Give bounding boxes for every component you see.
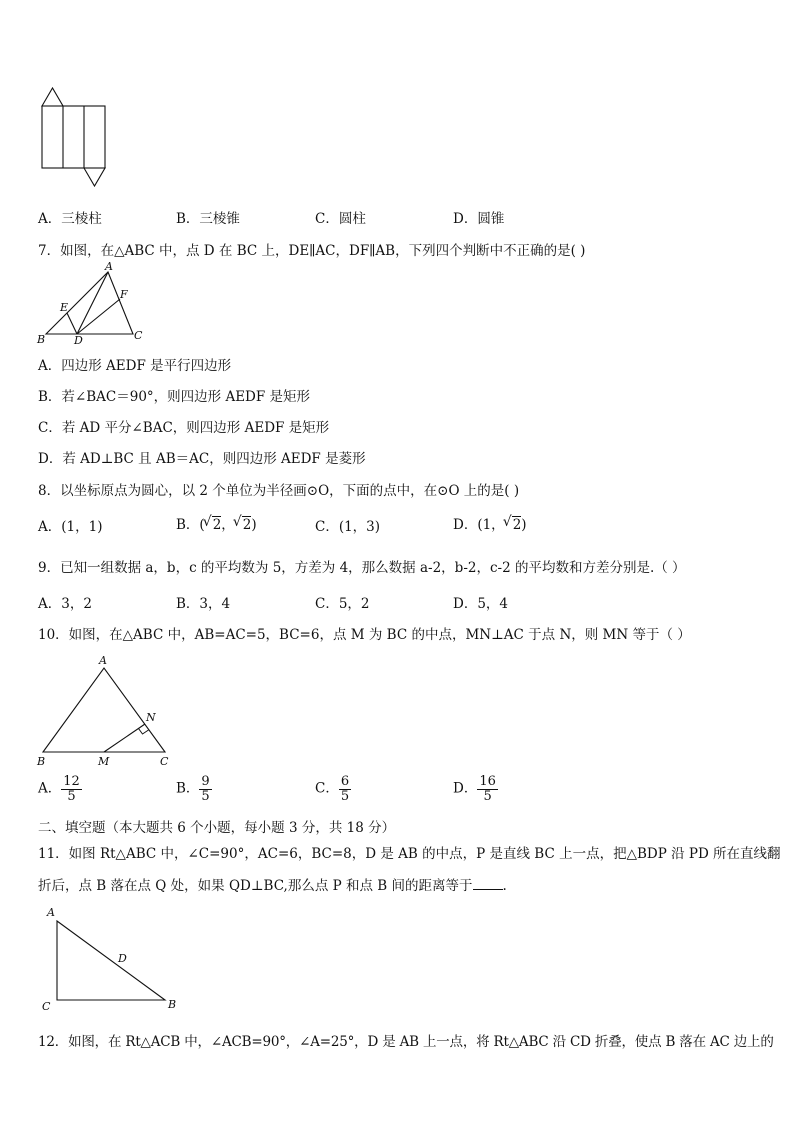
q7-option-b: B．若∠BAC＝90°，则四边形 AEDF 是矩形 (38, 389, 311, 405)
net-bottom-triangle (84, 168, 105, 186)
q6-option-a: A．三棱柱 (38, 211, 102, 227)
q7-option-c: C．若 AD 平分∠BAC，则四边形 AEDF 是矩形 (38, 420, 330, 436)
q12-stem-line1: 12．如图，在 Rt△ACB 中，∠ACB=90°，∠A=25°，D 是 AB 上一点，将 Rt△ABC 沿 CD 折叠，使点 B 落在 AC 边上的 (38, 1034, 774, 1050)
section-heading: 二、填空题（本大题共 6 个小题，每小题 3 分，共 18 分） (38, 820, 396, 836)
q9-option-d: D．5，4 (453, 596, 509, 612)
q11-label-a: A (47, 906, 55, 919)
q7-segment-de (67, 313, 77, 334)
answer-blank (473, 877, 503, 890)
q9-option-a: A．3，2 (38, 596, 92, 612)
q7-label-c: C (134, 329, 143, 342)
q7-label-f: F (120, 288, 128, 301)
q7-option-a: A．四边形 AEDF 是平行四边形 (38, 358, 232, 374)
q10-triangle-abc (43, 668, 165, 752)
q8-stem: 8．以坐标原点为圆心，以 2 个单位为半径画⊙O，下面的点中，在⊙O 上的是( ) (38, 483, 520, 499)
q10-label-a: A (99, 654, 107, 667)
q8-option-d: D．(1，√ 2) (453, 513, 527, 533)
q7-segment-ad (77, 272, 108, 334)
q9-stem: 9．已知一组数据 a，b，c 的平均数为 5，方差为 4，那么数据 a-2，b-2，c-2 的平均数和方差分别是.（ ） (38, 560, 686, 576)
q7-label-a: A (105, 260, 113, 273)
q8-option-a: A．(1，1) (38, 519, 103, 535)
fraction: $\frac{16}{5}$ (479, 774, 496, 804)
net-top-triangle (42, 88, 63, 106)
q7-label-e: E (60, 301, 69, 314)
q11-label-c: C (42, 1000, 51, 1013)
q8-option-b: B．(√ 2，√ 2) (176, 513, 257, 533)
q9-option-b: B．3，4 (176, 596, 231, 612)
sqrt-symbol: √ 2 (512, 516, 522, 533)
q6-option-c: C．圆柱 (315, 211, 366, 227)
q10-option-b: B． $\frac{9}{5}$ (176, 774, 210, 804)
q8-option-c: C．(1，3) (315, 519, 381, 535)
q7-segment-df (77, 299, 120, 334)
fraction: $\frac{9}{5}$ (201, 774, 210, 804)
q6-option-b: B．三棱锥 (176, 211, 240, 227)
q7-stem: 7．如图，在△ABC 中，点 D 在 BC 上，DE∥AC，DF∥AB，下列四个判断中不正确的是( ) (38, 243, 586, 259)
q10-option-a: A． $\frac{12}{5}$ (38, 774, 80, 804)
q10-option-d: D． $\frac{16}{5}$ (453, 774, 496, 804)
q11-triangle-figure (36, 902, 186, 1016)
q10-stem: 10．如图，在△ABC 中，AB=AC=5，BC=6，点 M 为 BC 的中点，MN⊥AC 于点 N，则 MN 等于（ ） (38, 627, 691, 643)
q10-label-b: B (37, 755, 46, 768)
q7-triangle-figure (34, 260, 146, 346)
q6-prism-net-figure (36, 86, 112, 190)
q7-label-b: B (37, 333, 46, 346)
q9-option-c: C．5，2 (315, 596, 370, 612)
q6-option-d: D．圆锥 (453, 211, 505, 227)
q11-triangle-abc (57, 921, 165, 1000)
q10-right-angle-mark (139, 729, 149, 735)
net-rectangle (42, 106, 105, 168)
sqrt-symbol: √ 2 (242, 516, 252, 533)
sqrt-symbol: √ 2 (212, 516, 222, 533)
fraction: $\frac{6}{5}$ (340, 774, 350, 804)
q11-stem-line1: 11．如图 Rt△ABC 中，∠C=90°，AC=6，BC=8，D 是 AB 的中点，P 是直线 BC 上一点，把△BDP 沿 PD 所在直线翻 (38, 846, 781, 862)
q11-label-b: B (168, 998, 177, 1011)
q10-triangle-figure (34, 651, 180, 771)
q7-label-d: D (74, 334, 83, 346)
q10-label-c: C (160, 755, 169, 768)
fraction: $\frac{12}{5}$ (63, 774, 80, 804)
q7-option-d: D．若 AD⊥BC 且 AB＝AC，则四边形 AEDF 是菱形 (38, 451, 366, 467)
q10-option-c: C． $\frac{6}{5}$ (315, 774, 350, 804)
q10-label-m: M (98, 755, 110, 768)
q10-segment-mn (104, 724, 145, 752)
q11-label-d: D (118, 952, 127, 965)
q10-label-n: N (146, 711, 156, 724)
q11-stem-line2: 折后，点 B 落在点 Q 处，如果 QD⊥BC,那么点 P 和点 B 间的距离等于 . (38, 878, 507, 894)
